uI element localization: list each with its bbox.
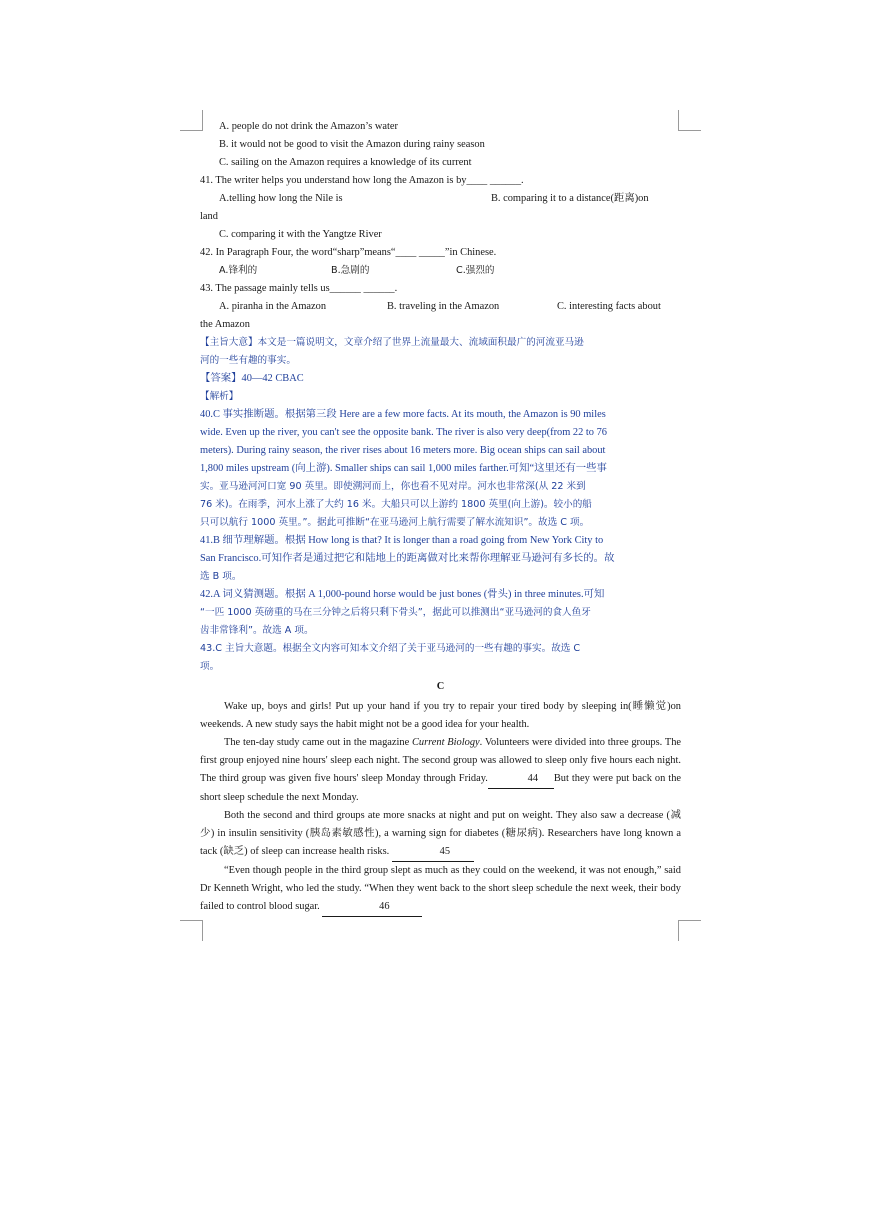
p3-text-a: Both the second and third groups ate more snacks at night and put on weight. They also saw a decrease (减少) in insulin sensitivity (胰岛素敏感性), a warning sign for diabetes (糖尿病). Researchers have long known a tack (缺乏) of sleep can increase health risks. [200, 810, 681, 857]
section-c-label: C [436, 681, 445, 692]
a42-line-3: 齿非常锋利”。故选 A 项。 [200, 625, 314, 636]
a41-line-3: 选 B 项。 [200, 571, 242, 582]
a41-line-2: San Francisco.可知作者是通过把它和陆地上的距离做对比来帮你理解亚马逊河有多长的。故 [200, 553, 615, 564]
q43-option-c-cont: the Amazon [200, 319, 250, 330]
q41-stem: 41. The writer helps you understand how long the Amazon is by____ ______. [200, 175, 524, 186]
crop-mark-bottom-left [180, 920, 203, 941]
magazine-title: Current Biology [411, 737, 480, 748]
q42-option-a: A.锋利的 [219, 265, 258, 276]
q40-option-a: A. people do not drink the Amazon’s water [219, 121, 398, 132]
q41-option-a: A.telling how long the Nile is [219, 193, 343, 204]
q41-option-b: B. comparing it to a distance(距离)on [491, 193, 649, 204]
a41-line-1: 41.B 细节理解题。根据 How long is that? It is longer than a road going from New York City to [200, 535, 604, 546]
q42-options-row [200, 262, 681, 280]
blank-45[interactable]: 45 [392, 843, 474, 862]
summary-line-1: 【主旨大意】本文是一篇说明文，文章介绍了世界上流量最大、流域面积最广的河流亚马逊 [200, 337, 584, 348]
p4-text-a: “Even though people in the third group slept as much as they could on the weekend, it was not enough,” said Dr Kenneth Wright, who led the study. “When they went back to the short sleep schedule the next week, their body failed to control blood sugar. [200, 865, 681, 912]
a40-line-3: meters). During rainy season, the river rises about 16 meters more. Big ocean ships can sail about [200, 445, 606, 456]
q43-option-a: A. piranha in the Amazon [219, 301, 327, 312]
a40-line-7: 只可以航行 1000 英里。”。据此可推断“在亚马逊河上航行需要了解水流知识”。故选 C 项。 [200, 517, 590, 528]
q40-option-b: B. it would not be good to visit the Amazon during rainy season [219, 139, 485, 150]
a43-line-1: 43.C 主旨大意题。根据全文内容可知本文介绍了关于亚马逊河的一些有趣的事实。故选 C [200, 643, 581, 654]
p2-text-c: But they were put back on the short sleep schedule the next Monday. [200, 773, 681, 803]
exam-page [200, 118, 681, 917]
a43-line-2: 项。 [200, 661, 220, 672]
q41-option-b-cont: land [200, 211, 218, 222]
q40-option-c: C. sailing on the Amazon requires a knowledge of its current [219, 157, 472, 168]
a40-line-2: wide. Even up the river, you can't see the opposite bank. The river is also very deep(from 22 to 76 [200, 427, 607, 438]
blank-46[interactable]: 46 [322, 898, 422, 917]
q43-option-c: C. interesting facts about [557, 301, 661, 312]
q43-options-row [200, 298, 681, 316]
blank-44[interactable]: 44 [488, 770, 554, 789]
a40-line-6: 76 米)。在雨季，河水上涨了大约 16 米。大船只可以上游约 1800 英里(向上游)。较小的船 [200, 499, 592, 510]
passage-c-paragraph-2 [200, 734, 681, 807]
q42-option-c: C.强烈的 [456, 265, 495, 276]
a40-line-4: 1,800 miles upstream (向上游). Smaller ships can sail 1,000 miles farther.可知“这里还有一些事 [200, 463, 607, 474]
q43-stem: 43. The passage mainly tells us______ ______. [200, 283, 398, 294]
q42-option-b: B.急剧的 [331, 265, 370, 276]
crop-mark-bottom-right [678, 920, 701, 941]
q43-option-b: B. traveling in the Amazon [387, 301, 500, 312]
p2-text-b: . Volunteers were divided into three groups. The first group enjoyed nine hours' sleep each night. The second group was allowed to sleep only five hours each night. The third group was given five hours' sleep Monday through Friday. [200, 737, 681, 784]
a40-line-1: 40.C 事实推断题。根据第三段 Here are a few more facts. At its mouth, the Amazon is 90 miles [200, 409, 606, 420]
a42-line-2: “一匹 1000 英磅重的马在三分钟之后将只剩下骨头”，据此可以推测出“亚马逊河的食人鱼牙 [200, 607, 591, 618]
q41-option-c: C. comparing it with the Yangtze River [219, 229, 382, 240]
passage-c-paragraph-4 [200, 862, 681, 917]
passage-c-paragraph-3 [200, 807, 681, 862]
jiexi-heading: 【解析】 [200, 391, 239, 402]
answer-line: 【答案】40—42 CBAC [200, 373, 304, 384]
p2-text-a: The ten-day study came out in the magazine [224, 737, 412, 748]
a42-line-1: 42.A 词义猜测题。根据 A 1,000-pound horse would be just bones (骨头) in three minutes.可知 [200, 589, 605, 600]
a40-line-5: 实。亚马逊河河口宽 90 英里。即使溯河而上，你也看不见对岸。河水也非常深(从 22 米到 [200, 481, 586, 492]
passage-c-paragraph-1: Wake up, boys and girls! Put up your hand if you try to repair your tired body by sleeping in(睡懒觉)on weekends. A new study says the habit might not be a good idea for your health. [200, 701, 681, 730]
q42-stem: 42. In Paragraph Four, the word“sharp”means“____ _____”in Chinese. [200, 247, 497, 258]
summary-line-2: 河的一些有趣的事实。 [200, 355, 296, 366]
analysis-block [200, 334, 681, 676]
q41-options-row [200, 190, 681, 208]
crop-mark-top-right [678, 110, 701, 131]
